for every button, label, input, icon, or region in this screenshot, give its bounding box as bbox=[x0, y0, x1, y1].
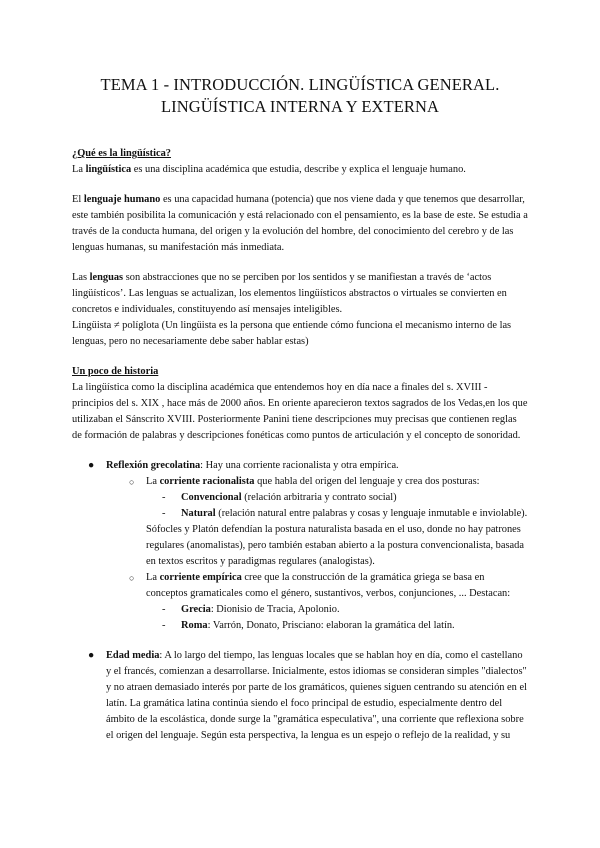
section-heading-historia: Un poco de historia bbox=[72, 366, 159, 377]
list-item-racionalista: ○ La corriente racionalista que habla del origen del lenguaje y crea dos posturas: bbox=[72, 474, 528, 490]
section-heading-que-es: ¿Qué es la lingüística? bbox=[72, 148, 172, 159]
circle-bullet-icon: ○ bbox=[129, 573, 135, 583]
list-item-convencional: - Convencional (relación arbitraria y contrato social) bbox=[72, 490, 528, 506]
title-line-1: TEMA 1 - INTRODUCCIÓN. LINGÜÍSTICA GENERAL. bbox=[100, 75, 500, 94]
paragraph-linguista-poliglota: Lingüista ≠ políglota (Un lingüista es la persona que entiende cómo funciona el mecanismo interno de las lenguas, pero no necesariamente debe saber hablar estas) bbox=[72, 320, 512, 347]
paragraph-linguistica: La lingüística es una disciplina académica que estudia, describe y explica el lenguaje humano. bbox=[72, 164, 466, 175]
list-item-natural: - Natural (relación natural entre palabras y cosas y lenguaje inmutable e inviolable). bbox=[72, 506, 528, 522]
history-list bbox=[72, 458, 528, 634]
paragraph-historia-intro: La lingüística como la disciplina académica que entendemos hoy en día nace a finales del s. XVIII - principios del s. XIX , hace más de 2000 años. En oriente aparecieron textos sagrados de los Vedas,en los que utilizaban el Sánscrito XVIII. Posteriormente Panini tiene descripciones muy precisas que contienen reglas de formación de palabras y descripciones fonéticas como puntos de articulación y el concepto de sonoridad. bbox=[72, 382, 528, 441]
bullet-icon: ● bbox=[88, 650, 95, 661]
list-item-grecia: - Grecia: Dionisio de Tracia, Apolonio. bbox=[72, 602, 528, 618]
document-title bbox=[72, 74, 528, 118]
list-item-edad-media: ● Edad media: A lo largo del tiempo, las lenguas locales que se hablan hoy en día, como el castellano y el francés, comienzan a desarrollarse. Inicialmente, estos idiomas se consideran simples "dialectos" y no atraen demasiado interés por parte de los gramáticos, quienes siguen centrando su atención en el latín. La gramática latina continúa siendo el foco principal de estudio, especialmente dentro del ámbito de la escolástica, donde surge la "gramática especulativa", una corriente que reflexiona sobre el origen del lenguaje. Según esta perspectiva, la lengua es un espejo o reflejo de la realidad, y su bbox=[88, 650, 527, 741]
paragraph-lenguaje-humano: El lenguaje humano es una capacidad humana (potencia) que nos viene dada y que tenemos que desarrollar, este también posibilita la comunicación y está relacionado con el pensamiento, es la base de este. Se estudia a través de la conducta humana, del origen y la evolución del hombre, del conocimiento del cerebro y de las lenguas humanas, su manifestación más inmediata. bbox=[72, 194, 528, 253]
dash-bullet-icon: - bbox=[162, 604, 166, 615]
title-line-2: LINGÜÍSTICA INTERNA Y EXTERNA bbox=[160, 97, 440, 116]
list-item-racionalista-continuation: Sófocles y Platón defendían la postura naturalista basada en el uso, donde no hay patrones regulares (anomalistas), pero también estaban abierto a la postura convencionalista, basada en textos escritos y paradigmas regulares (analogistas). bbox=[146, 524, 524, 567]
dash-bullet-icon: - bbox=[162, 620, 166, 631]
list-item-grecolatina: ● Reflexión grecolatina: Hay una corriente racionalista y otra empírica. bbox=[72, 458, 528, 474]
bullet-icon: ● bbox=[88, 460, 95, 471]
circle-bullet-icon: ○ bbox=[129, 477, 135, 487]
history-list-2 bbox=[72, 648, 528, 744]
list-item-roma: - Roma: Varrón, Donato, Prisciano: elaboran la gramática del latín. bbox=[72, 618, 528, 634]
paragraph-lenguas: Las lenguas son abstracciones que no se perciben por los sentidos y se manifiestan a través de ‘actos lingüísticos’. Las lenguas se actualizan, los elementos lingüísticos abstractos o virtuales se convierten en concretos e individuales, constituyendo así mensajes inteligibles. bbox=[72, 272, 507, 315]
dash-bullet-icon: - bbox=[162, 508, 166, 519]
dash-bullet-icon: - bbox=[162, 492, 166, 503]
list-item-empirica: ○ La corriente empírica cree que la construcción de la gramática griega se basa en conceptos gramaticales como el género, sustantivos, verbos, conjunciones, ... Destacan: bbox=[129, 572, 511, 599]
